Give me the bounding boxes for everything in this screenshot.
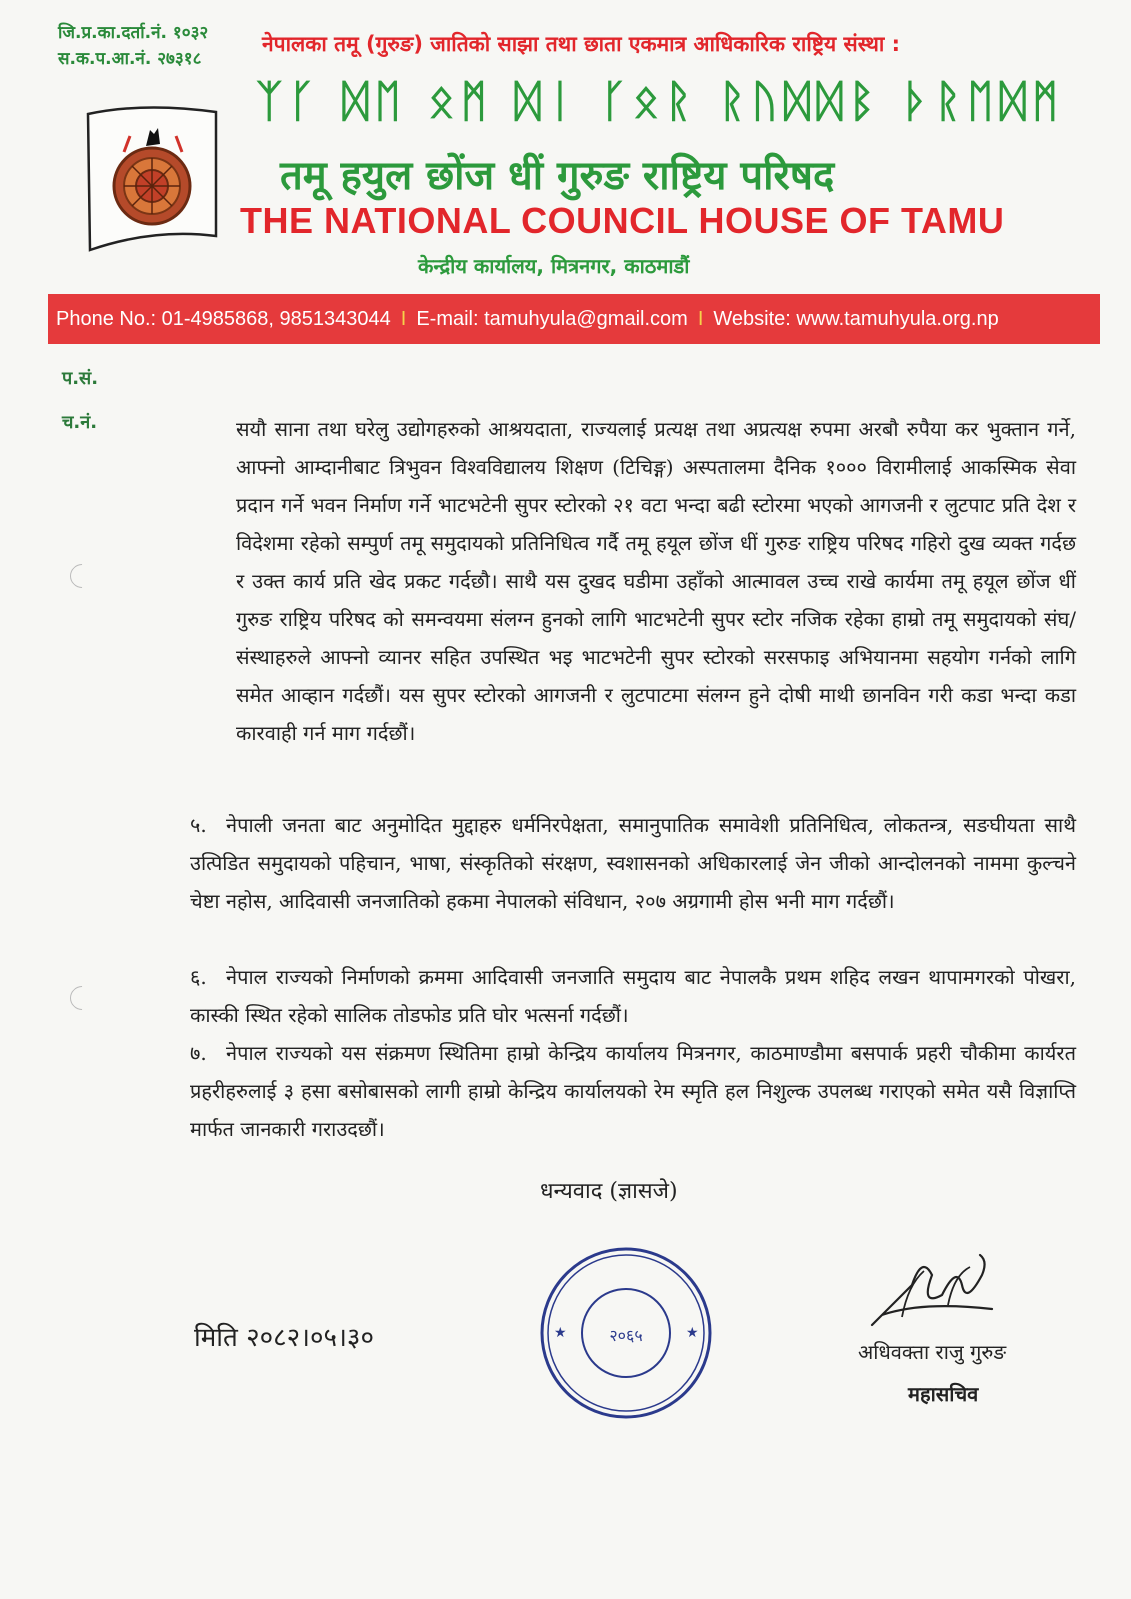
svg-text:★: ★ (686, 1325, 699, 1341)
registration-line-2: स.क.प.आ.नं. २७३१८ (58, 49, 202, 69)
item-text: नेपाल राज्यको यस संक्रमण स्थितिमा हाम्रो केन्द्रिय कार्यालय मित्रनगर, काठमाण्डौमा बसपार्क प्रहरी चौकीमा कार्यरत प्रहरीहरुलाई ३ हसा बसोबासको लागी हाम्रो केन्द्रिय कार्यालयको रेम स्मृति हल निशुल्क उपलब्ध गराएको समेत यसै विज्ञाप्ति मार्फत जानकारी गराउदछौं। (190, 1041, 1076, 1141)
punch-hole-mark (65, 981, 99, 1015)
numbered-item (190, 806, 1076, 920)
svg-text:★: ★ (554, 1325, 567, 1341)
item-text: नेपाली जनता बाट अनुमोदित मुद्दाहरु धर्मनिरपेक्षता, समानुपातिक समावेशी प्रतिनिधित्व, लोकतन्त्र, सङघीयता साथै उत्पिडित समुदायको पहिचान, भाषा, संस्कृतिको संरक्षण, स्वशासनको अधिकारलाई जेन जीको आन्दोलनको नाममा कुल्चने चेष्टा नहोस, आदिवासी जनजातिको हकमा नेपालको संविधान, २०७ अग्रगामी होस भनी माग गर्दछौं। (190, 813, 1076, 913)
item-number: ७. (190, 1041, 207, 1065)
organization-title-nepali: तमू हयुल छोंज धीं गुरुङ राष्ट्रिय परिषद (280, 153, 835, 199)
intro-paragraph: सयौ साना तथा घरेलु उद्योगहरुको आश्रयदाता, राज्यलाई प्रत्यक्ष तथा अप्रत्यक्ष रुपमा अरबौ रुपैया कर भुक्तान गर्ने, आफ्नो आम्दानीबाट त्रिभुवन विश्वविद्यालय शिक्षण (टिचिङ्ग) अस्पतालमा दैनिक १००० विरामीलाई आकस्मिक सेवा प्रदान गर्ने भवन निर्माण गर्ने भाटभटेनी सुपर स्टोरको २१ वटा भन्दा बढी स्टोरमा भएको आगजनी र लुटपाट प्रति देश र विदेशमा रहेको सम्पुर्ण तमू समुदायको प्रतिनिधित्व गर्दै तमू हयूल छोंज धीं गुरुङ राष्ट्रिय परिषद गहिरो दुख व्यक्त गर्दछ र उक्त कार्य प्रति खेद प्रकट गर्दछौ। साथै यस दुखद घडीमा उहाँको आत्मावल उच्च राखे कार्यमा तमू हयूल छोंज धीं गुरुङ राष्ट्रिय परिषद को समन्वयमा संलग्न हुनको लागि भाटभटेनी सुपर स्टोर नजिक रहेका हाम्रो तमू समुदायको संघ/संस्थाहरुले आफ्नो व्यानर सहित उपस्थित भइ भाटभटेनी सुपर स्टोरको सरसफाइ अभियानमा सहयोग गर्नको लागि समेत आव्हान गर्दछौं। यस सुपर स्टोरको आगजनी र लुटपाटमा संलग्न हुने दोषी माथी छानविन गरी कडा भन्दा कडा कारवाही गर्न माग गर्दछौं। (236, 417, 1076, 745)
item-number: ६. (190, 965, 207, 989)
signer-name: अधिवक्ता राजु गुरुङ (858, 1340, 1007, 1364)
contact-email[interactable]: E-mail: tamuhyula@gmail.com (416, 307, 688, 330)
registration-line-1: जि.प्र.का.दर्ता.नं. १०३२ (58, 23, 209, 43)
reference-pa-sa: प.सं. (62, 368, 99, 389)
item-text: नेपाल राज्यको निर्माणको क्रममा आदिवासी जनजाति समुदाय बाट नेपालकै प्रथम शहिद लखन थापामगरको पोखरा, कास्की स्थित रहेको सालिक तोडफोड प्रति घोर भत्सर्ना गर्दछौं। (190, 965, 1076, 1027)
office-address: केन्द्रीय कार्यालय, मित्रनगर, काठमाडौं (418, 254, 690, 278)
registration-numbers (58, 20, 208, 72)
contact-separator: I (400, 307, 407, 330)
closing-thanks: धन्यवाद (ज्ञासजे) (540, 1179, 678, 1204)
letter-date: मिति २०८२।०५।३० (194, 1323, 374, 1353)
punch-hole-mark (65, 559, 99, 593)
handwritten-signature (862, 1245, 1002, 1345)
numbered-item (190, 1034, 1076, 1148)
tamu-script-title: ᛉᚴ ᛞᛖ ᛟᛗ ᛞᛁ ᚴᛟᚱ ᚱᚢᛞᛞᛒ ᚦᚱᛖᛞᛗ (256, 76, 1065, 127)
signer-title: महासचिव (908, 1382, 979, 1406)
item-number: ५. (190, 813, 207, 837)
contact-phone: Phone No.: 01-4985868, 9851343044 (56, 307, 391, 330)
numbered-item (190, 958, 1076, 1034)
organization-title-english: THE NATIONAL COUNCIL HOUSE OF TAMU (240, 200, 1005, 241)
contact-bar (48, 294, 1100, 344)
contact-website[interactable]: Website: www.tamuhyula.org.np (713, 307, 999, 330)
reference-cha-na: च.नं. (62, 412, 98, 433)
organization-tagline: नेपालका तमू (गुरुङ) जातिको साझा तथा छाता एकमात्र आधिकारिक राष्ट्रिय संस्था : (262, 32, 901, 56)
official-seal-stamp (538, 1245, 714, 1421)
contact-separator: I (697, 307, 704, 330)
organization-flag-logo (84, 100, 224, 260)
seal-year: २०६५ (609, 1326, 643, 1345)
